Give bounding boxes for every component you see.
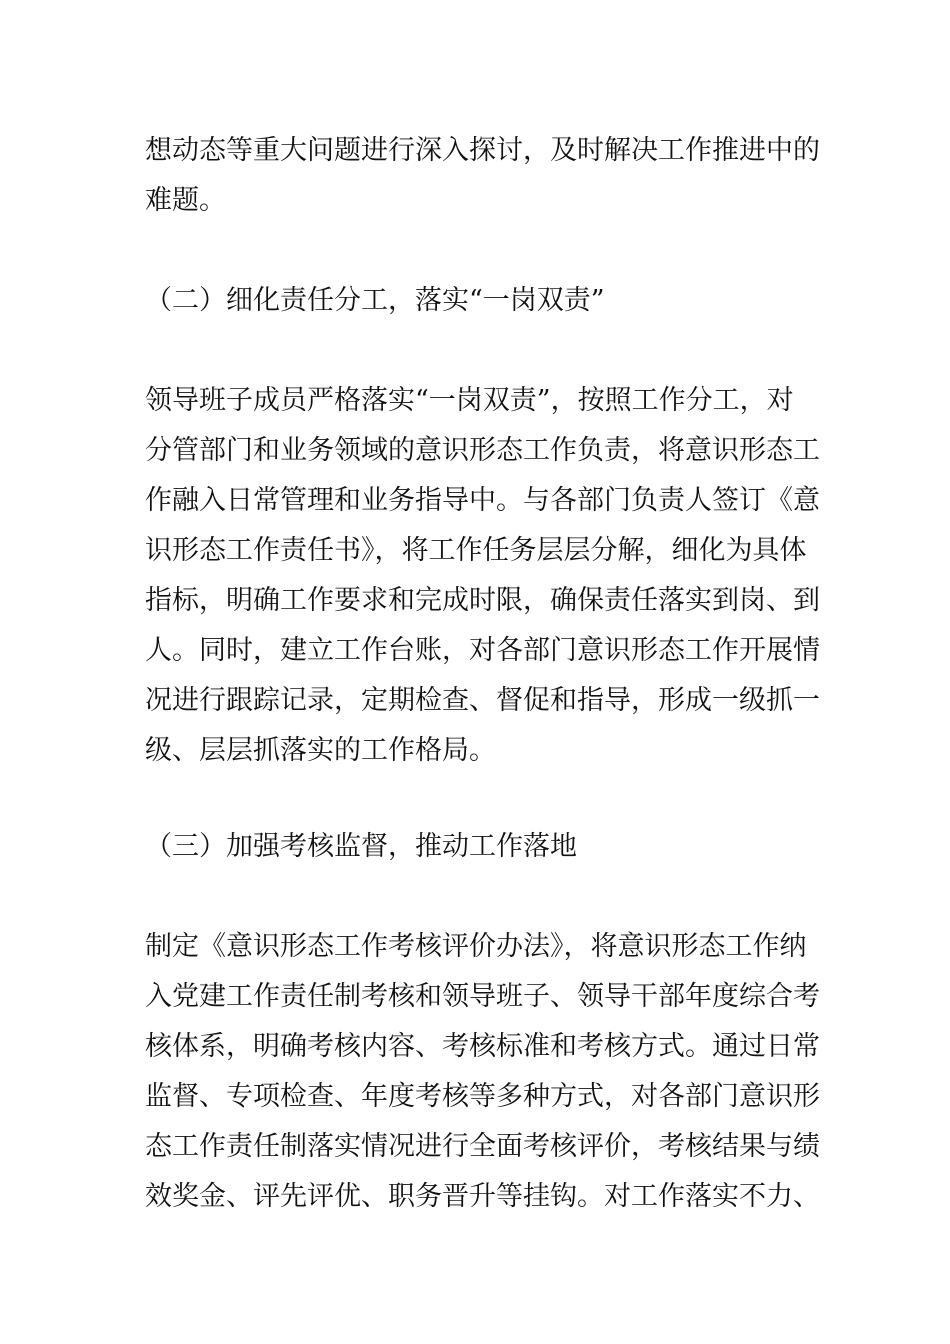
paragraph-2-line: 指标，明确工作要求和完成时限，确保责任落实到岗、到 [145, 585, 820, 616]
paragraph-3-line: 监督、专项检查、年度考核等多种方式，对各部门意识形 [145, 1081, 820, 1112]
paragraph-3-line: 入党建工作责任制考核和领导班子、领导干部年度综合考 [145, 981, 820, 1012]
paragraph-3 [145, 922, 820, 1222]
section-heading-2 [145, 276, 810, 326]
paragraph-2-line: 领导班子成员严格落实“一岗双责”，按照工作分工，对 [145, 385, 794, 416]
paragraph-2-line: 级、层层抓落实的工作格局。 [145, 735, 496, 766]
paragraph-2 [145, 376, 820, 776]
paragraph-3-line: 核体系，明确考核内容、考核标准和考核方式。通过日常 [145, 1031, 820, 1062]
section-heading-3-text: （三）加强考核监督，推动工作落地 [145, 831, 577, 862]
paragraph-2-line: 分管部门和业务领域的意识形态工作负责，将意识形态工 [145, 435, 820, 466]
paragraph-2-line: 人。同时，建立工作台账，对各部门意识形态工作开展情 [145, 635, 820, 666]
paragraph-2-line: 况进行跟踪记录，定期检查、督促和指导，形成一级抓一 [145, 685, 820, 716]
paragraph-2-line: 识形态工作责任书》，将工作任务层层分解，细化为具体 [145, 535, 807, 566]
paragraph-3-line: 态工作责任制落实情况进行全面考核评价，考核结果与绩 [145, 1131, 820, 1162]
section-heading-3 [145, 822, 810, 872]
paragraph-3-line: 制定《意识形态工作考核评价办法》，将意识形态工作纳 [145, 931, 807, 962]
paragraph-1-line: 难题。 [145, 185, 226, 216]
paragraph-2-line: 作融入日常管理和业务指导中。与各部门负责人签订《意 [145, 485, 820, 516]
paragraph-3-line: 效奖金、评先评优、职务晋升等挂钩。对工作落实不力、 [145, 1181, 820, 1212]
paragraph-1-line: 想动态等重大问题进行深入探讨，及时解决工作推进中的 [145, 135, 820, 166]
paragraph-1 [145, 126, 820, 226]
section-heading-2-text: （二）细化责任分工，落实“一岗双责” [145, 285, 605, 316]
